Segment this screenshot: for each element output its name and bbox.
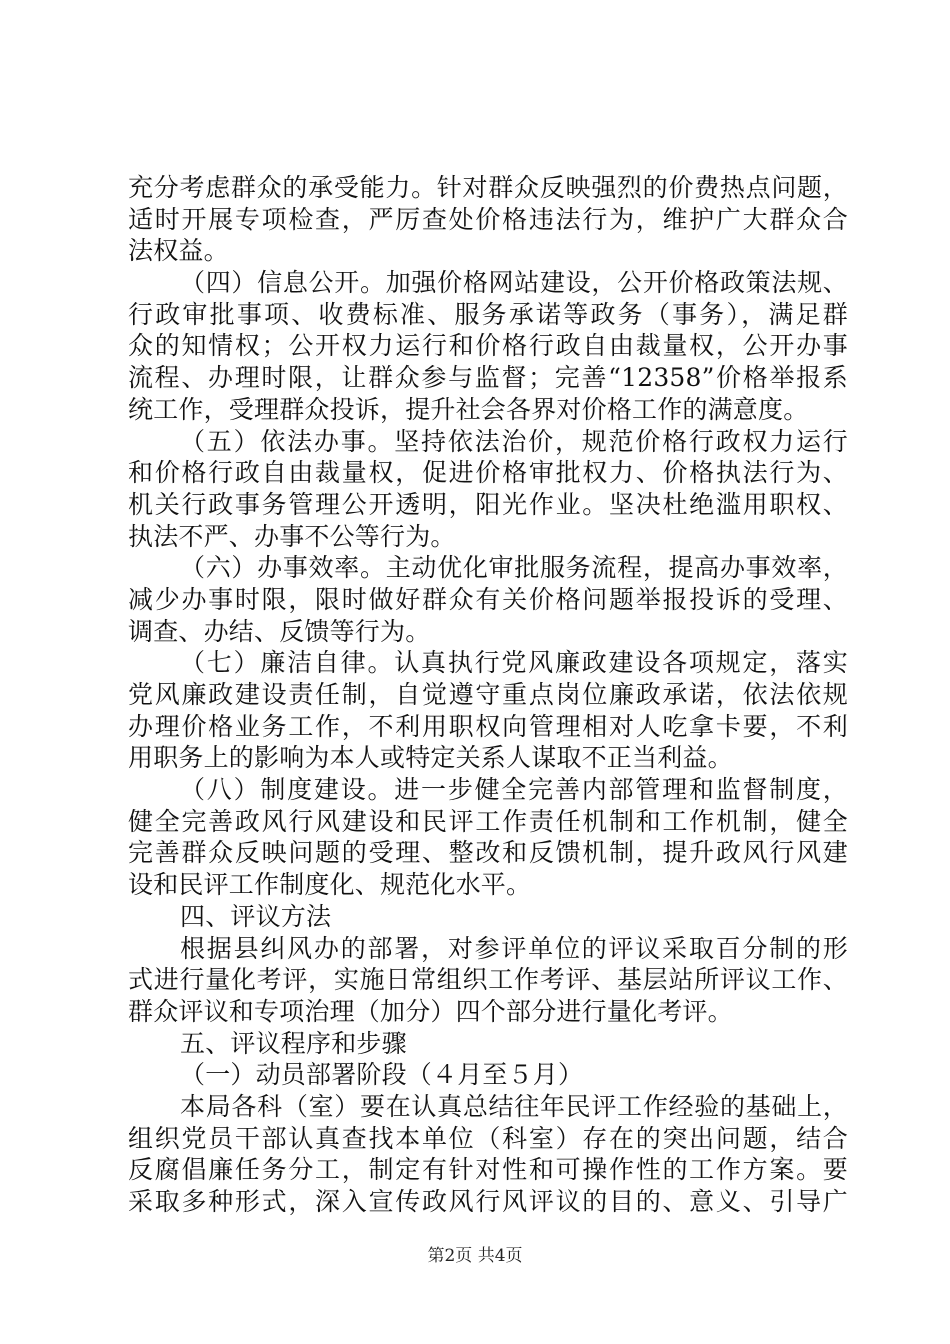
text-line: （五）依法办事。坚持依法治价，规范价格行政权力运行: [180, 426, 848, 456]
text-line: 完善群众反映问题的受理、整改和反馈机制，提升政风行风建: [128, 838, 848, 868]
text-line: 健全完善政风行风建设和民评工作责任机制和工作机制，健全: [128, 806, 848, 836]
text-line: （四）信息公开。加强价格网站建设，公开价格政策法规、: [180, 268, 848, 298]
text-line: 适时开展专项检查，严厉查处价格违法行为，维护广大群众合: [128, 204, 848, 234]
text-line: （一）动员部署阶段（４月至５月）: [180, 1060, 584, 1090]
text-line: 办理价格业务工作，不利用职权向管理相对人吃拿卡要，不利: [128, 711, 848, 741]
text-line: 法权益。: [128, 236, 229, 266]
document-body: [128, 172, 848, 1218]
text-line: （六）办事效率。主动优化审批服务流程，提高办事效率，: [180, 553, 848, 583]
text-line: （八）制度建设。进一步健全完善内部管理和监督制度，: [180, 775, 848, 805]
text-line: 执法不严、办事不公等行为。: [128, 521, 456, 551]
text-line: 根据县纠风办的部署，对参评单位的评议采取百分制的形: [180, 933, 848, 963]
text-line: 党风廉政建设责任制，自觉遵守重点岗位廉政承诺，依法依规: [128, 680, 848, 709]
text-line: 机关行政事务管理公开透明，阳光作业。坚决杜绝滥用职权、: [128, 489, 848, 519]
text-line: 和价格行政自由裁量权，促进价格审批权力、价格执法行为、: [128, 458, 848, 488]
text-line: 众的知情权；公开权力运行和价格行政自由裁量权，公开办事: [128, 331, 848, 361]
text-line: 充分考虑群众的承受能力。针对群众反映强烈的价费热点问题，: [128, 173, 848, 202]
text-line: 五、评议程序和步骤: [180, 1028, 407, 1058]
text-line: 反腐倡廉任务分工，制定有针对性和可操作性的工作方案。要: [128, 1155, 848, 1185]
text-line: 设和民评工作制度化、规范化水平。: [128, 870, 532, 900]
text-line: 式进行量化考评，实施日常组织工作考评、基层站所评议工作、: [128, 965, 848, 995]
text-line: （七）廉洁自律。认真执行党风廉政建设各项规定，落实: [180, 648, 848, 678]
page-footer: 第2页 共4页: [427, 1246, 523, 1266]
text-line: 组织党员干部认真查找本单位（科室）存在的突出问题，结合: [128, 1123, 848, 1153]
text-line: 采取多种形式，深入宣传政风行风评议的目的、意义、引导广: [128, 1187, 848, 1216]
text-line: 减少办事时限，限时做好群众有关价格问题举报投诉的受理、: [128, 584, 848, 614]
text-line: 行政审批事项、收费标准、服务承诺等政务（事务），满足群: [128, 299, 848, 329]
text-line: 用职务上的影响为本人或特定关系人谋取不正当利益。: [128, 743, 733, 773]
text-line: 统工作，受理群众投诉，提升社会各界对价格工作的满意度。: [128, 394, 809, 424]
text-line: 本局各科（室）要在认真总结往年民评工作经验的基础上，: [180, 1091, 848, 1121]
text-line: 调查、办结、反馈等行为。: [128, 616, 431, 646]
text-line: 四、评议方法: [180, 901, 332, 931]
text-line: 流程、办理时限，让群众参与监督；完善“12358”价格举报系: [128, 363, 848, 393]
text-line: 群众评议和专项治理（加分）四个部分进行量化考评。: [128, 996, 733, 1026]
